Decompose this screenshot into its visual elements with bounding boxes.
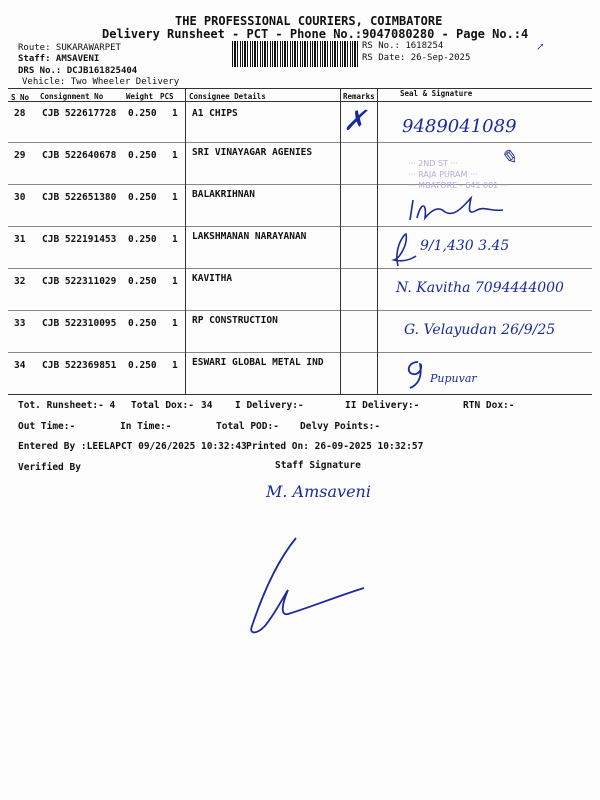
row-sno: 33 <box>14 318 26 329</box>
row-sno: 31 <box>14 234 26 245</box>
row-consignment-no: CJB 522640678 <box>42 150 117 161</box>
signature-scribble <box>405 192 515 226</box>
row-consignee: BALAKRIHNAN <box>192 189 255 200</box>
row-pcs: 1 <box>172 234 178 245</box>
row-consignment-no: CJB 522191453 <box>42 234 117 245</box>
row-divider <box>8 268 592 269</box>
row-handwriting: N. Kavitha 7094444000 <box>396 280 564 296</box>
row-handwriting: 9489041089 <box>402 116 517 137</box>
row-weight: 0.250 <box>128 108 157 119</box>
row-consignee: SRI VINAYAGAR AGENIES <box>192 147 313 158</box>
verifier-signature <box>238 530 378 640</box>
col-header-consignment: Consignment No <box>40 92 104 101</box>
row-handwriting: Pupuvar <box>430 372 477 385</box>
row-divider <box>8 226 592 227</box>
remarks-mark-icon: ✗ <box>343 104 367 137</box>
staff-signature-label: Staff Signature <box>275 460 361 471</box>
row-handwriting: 9/1,430 3.45 <box>420 238 510 254</box>
row-divider <box>8 352 592 353</box>
row-consignment-no: CJB 522310095 <box>42 318 117 329</box>
delvy-points: Delvy Points:- <box>300 421 381 432</box>
entered-by: Entered By :LEELAPCT 09/26/2025 10:32:43 <box>18 441 247 452</box>
row-pcs: 1 <box>172 150 178 161</box>
in-time: In Time:- <box>120 421 172 432</box>
printed-on: Printed On: 26-09-2025 10:32:57 <box>246 441 424 452</box>
row-consignment-no: CJB 522369851 <box>42 360 117 371</box>
row-consignee: LAKSHMANAN NARAYANAN <box>192 231 307 242</box>
row-sno: 32 <box>14 276 26 287</box>
column-divider <box>340 88 341 394</box>
out-time: Out Time:- <box>18 421 76 432</box>
route: Route: SUKARAWARPET <box>18 43 121 53</box>
row-consignee: A1 CHIPS <box>192 108 238 119</box>
row-pcs: 1 <box>172 276 178 287</box>
row-sno: 28 <box>14 108 26 119</box>
company-stamp: ··· 2ND ST ··· ··· RAJA PURAM ··· ··· MBATORE - 641 001 ··· <box>408 159 509 190</box>
staff-signature-handwriting: M. Amsaveni <box>266 482 371 501</box>
vehicle: Vehicle: Two Wheeler Delivery <box>22 77 180 87</box>
row-consignee: KAVITHA <box>192 273 233 284</box>
row-consignment-no: CJB 522651380 <box>42 192 117 203</box>
col-header-seal: Seal & Signature <box>400 89 473 98</box>
row-weight: 0.250 <box>128 276 157 287</box>
row-pcs: 1 <box>172 108 178 119</box>
rs-number: RS No.: 1618254 <box>362 41 444 51</box>
col-header-consignee: Consignee Details <box>189 92 266 101</box>
signature-scribble <box>400 352 440 392</box>
table-bottom-border <box>8 394 592 395</box>
col-header-remarks: Remarks <box>343 92 375 101</box>
row-pcs: 1 <box>172 318 178 329</box>
row-weight: 0.250 <box>128 360 157 371</box>
header-bottom-border <box>8 101 592 102</box>
i-delivery: I Delivery:- <box>235 400 304 411</box>
rs-date: RS Date: 26-Sep-2025 <box>362 53 471 63</box>
table-top-border <box>8 88 592 89</box>
row-consignee: RP CONSTRUCTION <box>192 315 278 326</box>
ii-delivery: II Delivery:- <box>345 400 420 411</box>
col-header-weight: Weight <box>126 92 154 101</box>
row-pcs: 1 <box>172 192 178 203</box>
row-weight: 0.250 <box>128 318 157 329</box>
row-consignment-no: CJB 522617728 <box>42 108 117 119</box>
column-divider <box>185 88 186 394</box>
company-title: THE PROFESSIONAL COURIERS, COIMBATORE <box>175 14 443 28</box>
staff: Staff: AMSAVENI <box>18 54 100 64</box>
col-header-pcs: PCS <box>160 92 174 101</box>
verified-by: Verified By <box>18 462 81 473</box>
rtn-dox: RTN Dox:- <box>463 400 515 411</box>
row-divider <box>8 142 592 143</box>
total-pod: Total POD:- <box>216 421 279 432</box>
col-header-sno: S No <box>11 93 30 102</box>
total-dox-value: 34 <box>201 400 213 411</box>
tot-runsheet: Tot. Runsheet:- 4 <box>18 400 116 411</box>
row-weight: 0.250 <box>128 192 157 203</box>
column-divider <box>377 88 378 394</box>
signature-scribble <box>388 230 418 268</box>
row-sno: 34 <box>14 360 26 371</box>
runsheet-title: Delivery Runsheet - PCT - Phone No.:9047080280 - Page No.:4 <box>102 27 529 41</box>
pen-mark-icon: ↗ <box>536 42 545 53</box>
row-weight: 0.250 <box>128 234 157 245</box>
barcode <box>232 41 358 67</box>
row-consignment-no: CJB 522311029 <box>42 276 117 287</box>
row-handwriting: G. Velayudan 26/9/25 <box>404 322 556 338</box>
drs-number: DRS No.: DCJB161825404 <box>18 66 138 76</box>
row-sno: 29 <box>14 150 26 161</box>
row-weight: 0.250 <box>128 150 157 161</box>
row-pcs: 1 <box>172 360 178 371</box>
row-divider <box>8 310 592 311</box>
row-consignee: ESWARI GLOBAL METAL IND <box>192 357 324 368</box>
total-dox-label: Total Dox:- <box>131 400 194 411</box>
stamp-signature-icon: ✎ <box>500 145 517 169</box>
row-sno: 30 <box>14 192 26 203</box>
